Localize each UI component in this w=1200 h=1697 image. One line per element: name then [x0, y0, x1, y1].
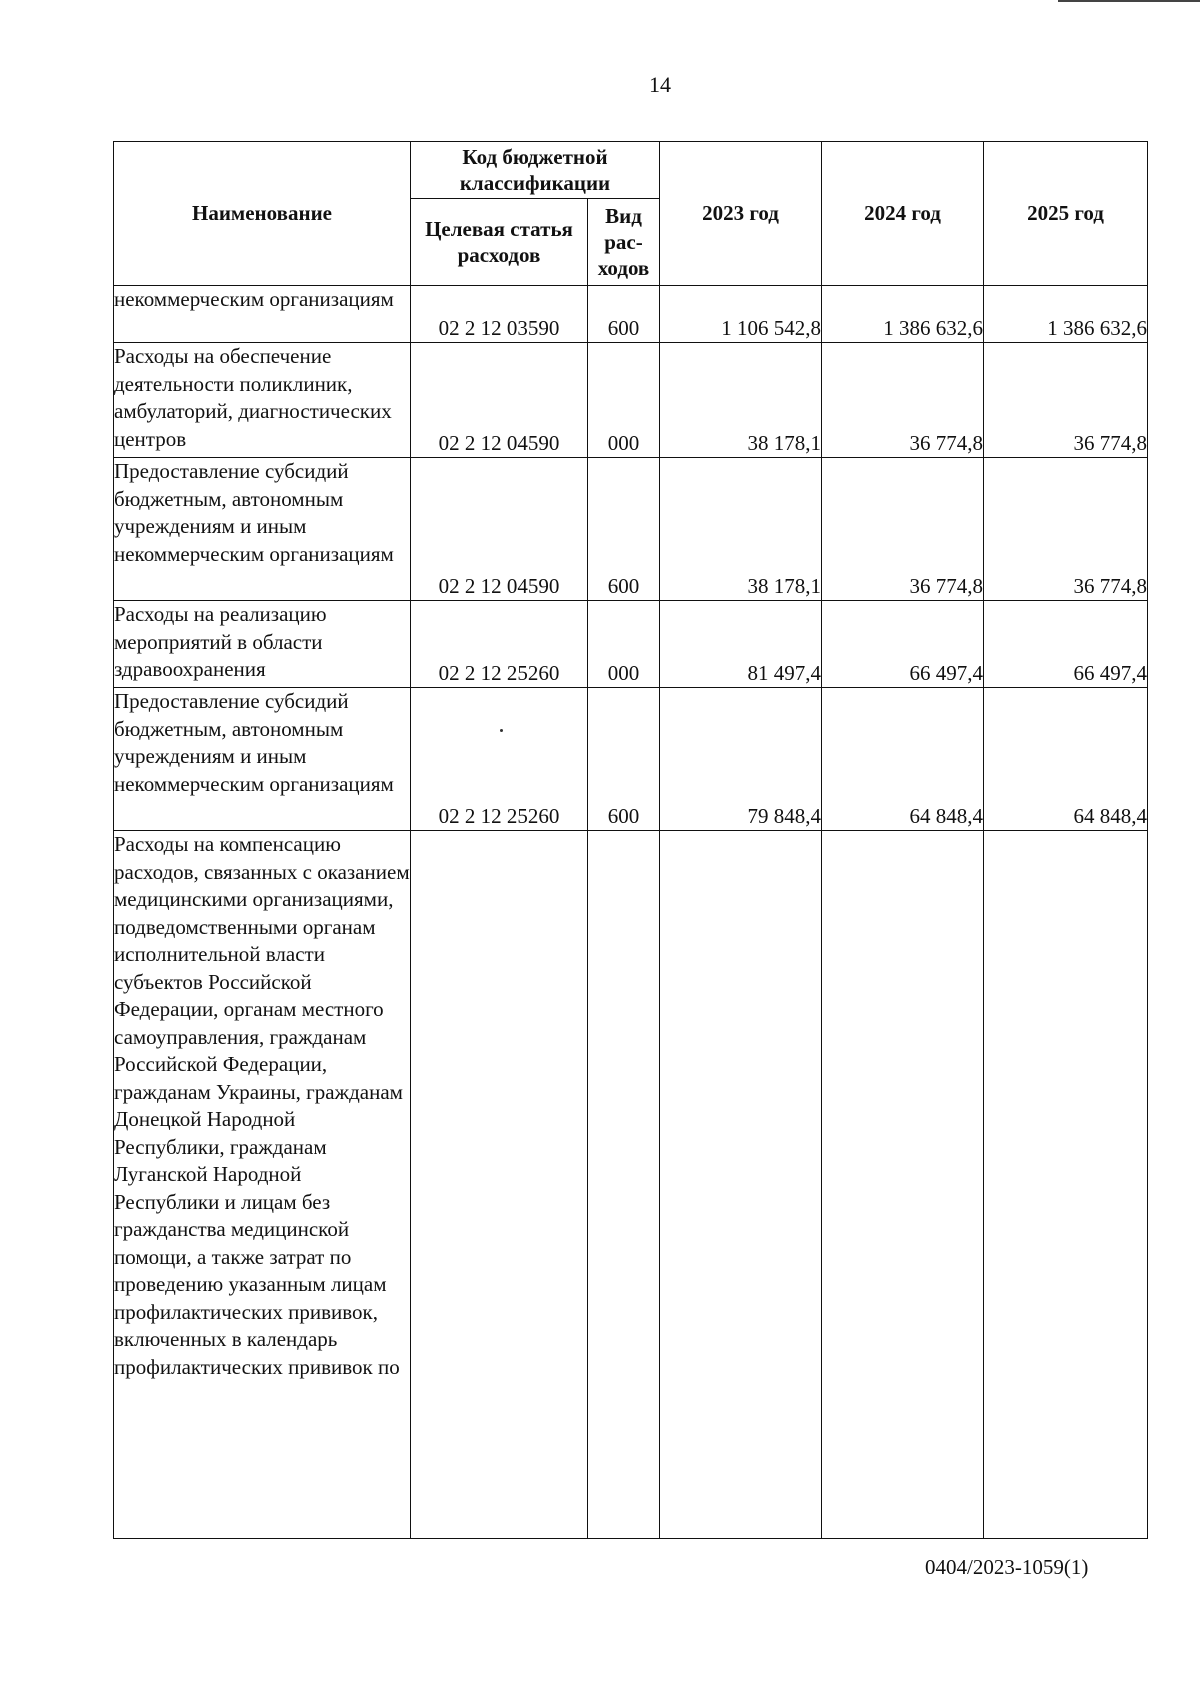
- row-expense-type: 600: [588, 286, 660, 343]
- row-expense-type: [588, 831, 660, 1539]
- top-edge-line: [1058, 0, 1200, 2]
- row-target-article: 02 2 12 25260: [411, 601, 588, 688]
- row-name: Расходы на компенсацию расходов, связанных с оказанием медицинскими организациями, подведомственными органам исполнительной власти субъектов Российской Федерации, органам местного самоуправления, гражданам Российской Федерации, гражданам Украины, гражданам Донецкой Народной Республики, гражданам Луганской Народной Республики и лицам без гражданства медицинской помощи, а также затрат по проведению указанным лицам профилактических прививок, включенных в календарь профилактических прививок по: [114, 831, 411, 1539]
- row-value-2025: [984, 831, 1148, 1539]
- header-year-2023: 2023 год: [660, 142, 822, 286]
- row-target-article: 02 2 12 03590: [411, 286, 588, 343]
- row-target-article: 02 2 12 25260: [411, 688, 588, 831]
- table-row: [114, 831, 1148, 1539]
- table-row: [114, 343, 1148, 458]
- table-row: [114, 688, 1148, 831]
- row-value-2023: 79 848,4: [660, 688, 822, 831]
- row-target-article: 02 2 12 04590: [411, 343, 588, 458]
- row-value-2025: 1 386 632,6: [984, 286, 1148, 343]
- table-row: [114, 458, 1148, 601]
- row-name: некоммерческим организациям: [114, 286, 411, 343]
- row-value-2023: 1 106 542,8: [660, 286, 822, 343]
- table-header: [114, 142, 1148, 286]
- row-value-2023: 38 178,1: [660, 343, 822, 458]
- row-expense-type: 000: [588, 343, 660, 458]
- row-value-2025: 66 497,4: [984, 601, 1148, 688]
- row-name: Расходы на реализацию мероприятий в области здравоохранения: [114, 601, 411, 688]
- table-row: [114, 286, 1148, 343]
- row-name: Предоставление субсидий бюджетным, автономным учреждениям и иным некоммерческим организациям: [114, 458, 411, 601]
- row-value-2024: 66 497,4: [822, 601, 984, 688]
- row-value-2025: 36 774,8: [984, 343, 1148, 458]
- row-expense-type: 600: [588, 688, 660, 831]
- row-target-article: [411, 831, 588, 1539]
- row-value-2024: 36 774,8: [822, 343, 984, 458]
- scan-speck: [500, 729, 503, 732]
- row-value-2024: [822, 831, 984, 1539]
- row-value-2023: 38 178,1: [660, 458, 822, 601]
- row-name: Расходы на обеспечение деятельности поликлиник, амбулаторий, диагностических центров: [114, 343, 411, 458]
- row-value-2025: 64 848,4: [984, 688, 1148, 831]
- header-year-2024: 2024 год: [822, 142, 984, 286]
- page-number: 14: [649, 72, 671, 97]
- table-row: [114, 601, 1148, 688]
- header-target-article: Целевая статья расходов: [411, 199, 588, 286]
- row-expense-type: 000: [588, 601, 660, 688]
- row-name: Предоставление субсидий бюджетным, автономным учреждениям и иным некоммерческим организациям: [114, 688, 411, 831]
- header-name: Наименование: [114, 142, 411, 286]
- row-value-2024: 1 386 632,6: [822, 286, 984, 343]
- header-expense-type: Вид рас-ходов: [588, 199, 660, 286]
- header-year-2025: 2025 год: [984, 142, 1148, 286]
- row-value-2025: 36 774,8: [984, 458, 1148, 601]
- row-expense-type: 600: [588, 458, 660, 601]
- row-value-2023: [660, 831, 822, 1539]
- row-target-article: 02 2 12 04590: [411, 458, 588, 601]
- header-code-group: Код бюджетной классификации: [411, 142, 660, 199]
- row-value-2024: 36 774,8: [822, 458, 984, 601]
- budget-table: [113, 141, 1148, 1539]
- row-value-2023: 81 497,4: [660, 601, 822, 688]
- document-id: 0404/2023-1059(1): [925, 1555, 1089, 1579]
- row-value-2024: 64 848,4: [822, 688, 984, 831]
